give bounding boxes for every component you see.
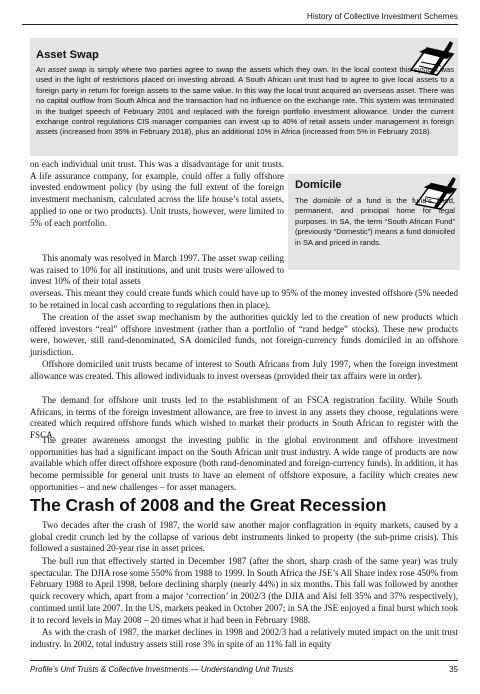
asset-swap-term: asset swap [48, 65, 87, 74]
domicile-text: The domicile of a fund is the fund’s fixed, permanent, and principal home for legal purposes. In SA, the term “South African Fund” (previously “Domestic”) means a fund domiciled in SA and priced in rands. [295, 196, 455, 247]
body-paragraph: The demand for offshore unit trusts led to the establishment of an FSCA registration facility. While South Africans, in terms of the foreign investment allowance, are free to invest in any assets they choose, regulations were created which required offshore funds which wished to market their products in South African to register with the FSCA. [30, 395, 458, 441]
body-paragraph: The greater awareness amongst the investing public in the global environment and offshore investment opportunities has had a significant impact on the South African unit trust industry. A wide range of products are now available which offer direct offshore exposure (both rand-denominated and foreign-currency funds). In addition, it has become permissible for general unit trusts to have an element of offshore exposure, a facility which creates new opportunities – and new challenges – for asset managers. [30, 435, 458, 492]
asset-swap-title: Asset Swap [36, 49, 99, 61]
body-paragraph: Two decades after the crash of 1987, the world saw another major conflagration in equity markets, caused by a global credit crunch led by the collapse of various debt instruments linked to property (the sub-prime crisis). This followed a sustained 20-year rise in asset prices. [30, 520, 458, 554]
asset-swap-box [30, 38, 458, 156]
domicile-box [288, 174, 460, 270]
asset-swap-text: An asset swap is simply where two parties agree to swap the assets which they own. In the local context this system was used in the light of restrictions placed on investing abroad. A South African unit trust had to agree to give local assets to a foreign party in return for foreign assets to the same value. In this way the local trust acquired an overseas asset. There was no capital outflow from South Africa and the transaction had no influence on the exchange rate. This system was terminated in the budget speech of February 2001 and replaced with the foreign portfolio investment allowance. Under the current exchange control regulations CIS manager companies can invest up to 40% of retail assets under management in foreign assets (increased from 35% in February 2018), plus an additional 10% in Africa (increased from 5% in February 2018). [36, 65, 455, 137]
body-paragraph: on each individual unit trust. This was a disadvantage for unit trusts. A life assurance company, for example, could offer a fully offshore invested endowment policy (by using the full extent of the foreign investment mechanism, calculated across the life house’s total assets, applied to one or two products). Unit trusts, however, were limited to 5% of each portfolio. [30, 159, 284, 228]
body-paragraph: overseas. This meant they could create funds which could have up to 95% of the money invested offshore (5% needed to be retained in local cash according to regulations then in place). [30, 288, 458, 310]
domicile-title: Domicile [295, 179, 342, 191]
page-number: 35 [449, 665, 458, 674]
footer-book-title: Profile’s Unit Trusts & Collective Investments — Understanding Unit Trusts [30, 665, 294, 674]
domicile-term: domicile [313, 196, 341, 205]
body-paragraph: The creation of the asset swap mechanism by the authorities quickly led to the creation of new products which offered investors “real” offshore investment (rather than a portfolio of “rand hedge” stocks). These new products were, however, still rand-denominated, SA domiciled funds, not foreign-currency funds domiciled in an offshore jurisdiction. [30, 312, 458, 358]
body-paragraph: Offshore domiciled unit trusts became of interest to South Africans from July 1997, when the foreign investment allowance was created. This allowed individuals to invest overseas (provided their tax affairs were in order). [30, 359, 458, 381]
body-paragraph: This anomaly was resolved in March 1997. The asset swap ceiling was raised to 10% for all institutions, and unit trusts were allowed to invest 10% of their total assets [30, 253, 284, 287]
running-title: History of Collective Investment Schemes [306, 12, 458, 21]
section-heading: The Crash of 2008 and the Great Recession [30, 495, 387, 515]
page-footer [30, 660, 458, 674]
body-paragraph: The bull run that effectively started in December 1987 (after the short, sharp crash of the same year) was truly spectacular. The DJIA rose some 550% from 1988 to 1999. In South Africa the JSE’s All Share index rose 450% from February 1988 to April 1998, before declining sharply (nearly 44%) in six months. This fall was followed by another quick recovery which, apart from a major ‘correction’ in 2002/3 (the DJIA and Alsi fell 35% and 37% respectively), continued until late 2007. In the US, markets peaked in October 2007; in SA the JSE enjoyed a final burst which took it to record levels in May 2008 – 20 times what it had been in February 1988. [30, 556, 458, 625]
running-header [22, 12, 458, 25]
body-paragraph: As with the crash of 1987, the market declines in 1998 and 2002/3 had a relatively muted impact on the unit trust industry. In 2002, total industry assets still rose 3% in spite of an 11% fall in equity [30, 627, 458, 649]
